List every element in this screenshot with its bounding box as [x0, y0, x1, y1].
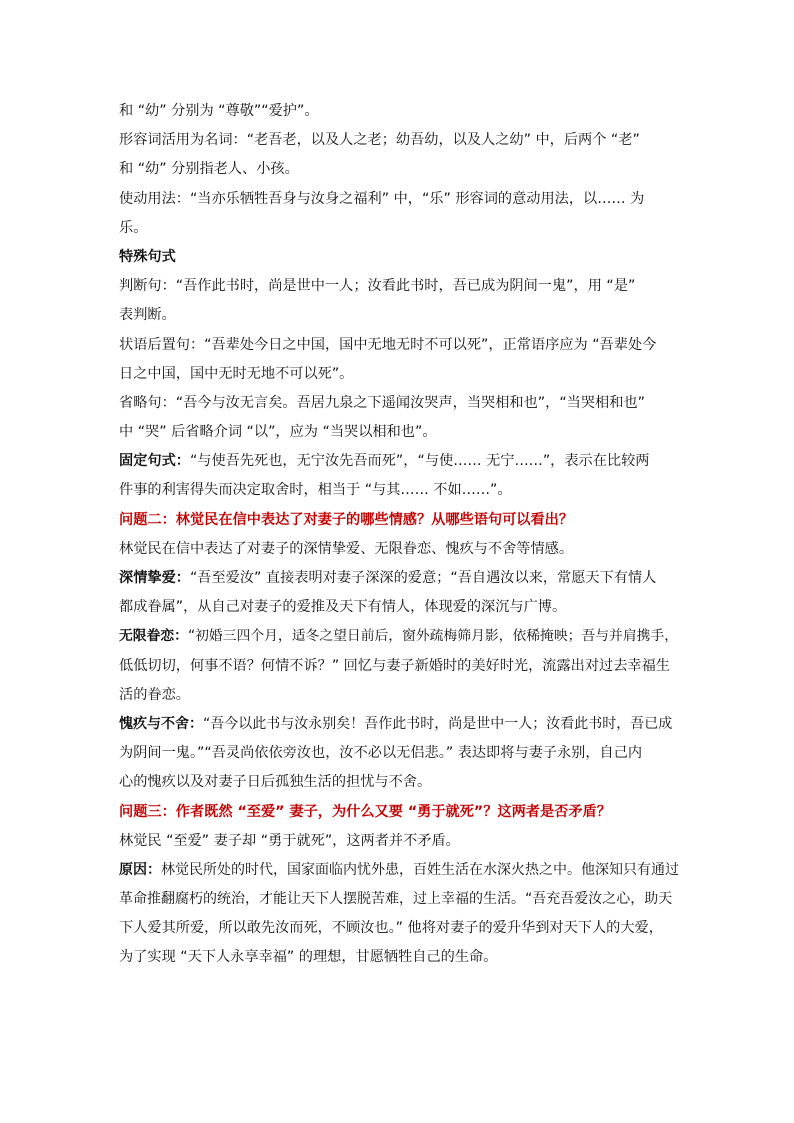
body-text: 为阴间一鬼。”“吾灵尚依依旁汝也，汝不必以无侣悲。” 表达即将与妻子永别，自己内: [119, 745, 643, 762]
body-text: “与使吾先死也，无宁汝先吾而死”，“与使…… 无宁……”，表示在比较两: [189, 453, 650, 470]
text-line: [119, 97, 679, 126]
body-text: 形容词活用为名词：“老吾老，以及人之老；幼吾幼，以及人之幼” 中，后两个 “老”: [119, 132, 640, 149]
question-heading: 问题三：作者既然 “至爱” 妻子，为什么又要 “勇于就死”？这两者是否矛盾？: [119, 803, 611, 820]
text-line: [119, 914, 679, 943]
body-text: 状语后置句：“吾辈处今日之中国，国中无地无时不可以死”，正常语序应为 “吾辈处今: [119, 336, 657, 353]
question-heading: 问题二：林觉民在信中表达了对妻子的哪些情感？从哪些语句可以看出？: [119, 511, 574, 528]
body-text: 都成眷属”，从自己对妻子的爱推及天下有情人，体现爱的深沉与广博。: [119, 599, 567, 616]
body-text: 革命推翻腐朽的统治，才能让天下人摆脱苦难，过上幸福的生活。“吾充吾爱汝之心，助天: [119, 891, 673, 908]
body-text: 林觉民所处的时代，国家面临内忧外患，百姓生活在水深火热之中。他深知只有通过: [161, 861, 679, 878]
text-line: [119, 389, 679, 418]
text-line: [119, 827, 679, 856]
body-text: 林觉民 “至爱” 妻子却 “勇于就死”，这两者并不矛盾。: [119, 832, 460, 849]
body-text: 低低切切，何事不语？何情不诉？” 回忆与妻子新婚时的美好时光，流露出对过去幸福生: [119, 657, 670, 674]
body-text: 林觉民在信中表达了对妻子的深情挚爱、无限眷恋、愧疚与不舍等情感。: [119, 540, 574, 557]
bold-label: 特殊句式: [119, 248, 176, 265]
body-text: 乐。: [119, 219, 148, 236]
text-line: [119, 681, 679, 710]
bold-label: 原因：: [119, 861, 161, 878]
text-line: [119, 272, 679, 301]
text-line: [119, 418, 679, 447]
text-line: [119, 243, 679, 272]
body-text: 省略句：“吾今与汝无言矣。吾居九泉之下遥闻汝哭声，当哭相和也”，“当哭相和也”: [119, 394, 645, 411]
body-text: 为了实现 “天下人永享幸福” 的理想，甘愿牺牲自己的生命。: [119, 949, 498, 966]
text-line: [119, 126, 679, 155]
body-text: 判断句：“吾作此书时，尚是世中一人；汝看此书时，吾已成为阴间一鬼”，用 “是”: [119, 278, 636, 295]
body-text: 和 “幼” 分别指老人、小孩。: [119, 161, 299, 178]
text-line: [119, 155, 679, 184]
text-line: [119, 593, 679, 622]
bold-label: 愧疚与不舍：: [119, 715, 203, 732]
text-line: [119, 798, 679, 827]
text-line: [119, 739, 679, 768]
bold-label: 无限眷恋：: [119, 628, 188, 645]
text-line: [119, 360, 679, 389]
body-text: 件事的利害得失而决定取舍时，相当于 “与其…… 不如……”。: [119, 482, 512, 499]
body-text: “吾至爱汝” 直接表明对妻子深深的爱意；“吾自遇汝以来，常愿天下有情人: [189, 570, 657, 586]
text-line: [119, 476, 679, 505]
text-line: [119, 856, 679, 885]
bold-label: 深情挚爱：: [119, 570, 190, 586]
text-line: [119, 331, 679, 360]
text-line: [119, 652, 679, 681]
body-text: “吾今以此书与汝永别矣！吾作此书时，尚是世中一人；汝看此书时，吾已成: [203, 715, 673, 732]
body-text: 中 “哭” 后省略介词 “以”，应为 “当哭以相和也”。: [119, 424, 437, 441]
text-line: [119, 506, 679, 535]
text-line: [119, 885, 679, 914]
body-text: 下人爱其所爱，所以敢先汝而死，不顾汝也。” 他将对妻子的爱升华到对天下人的大爱，: [119, 920, 663, 937]
body-text: 和 “幼” 分别为 “尊敬”“爱护”。: [119, 103, 319, 119]
body-text: 心的愧疚以及对妻子日后孤独生活的担忧与不舍。: [119, 774, 432, 791]
body-text: 表判断。: [119, 307, 176, 324]
text-line: [119, 185, 679, 214]
body-text: “初婚三四个月，适冬之望日前后，窗外疏梅筛月影，依稀掩映；吾与并肩携手，: [187, 628, 679, 645]
text-line: [119, 535, 679, 564]
text-line: [119, 214, 679, 243]
text-line: [119, 768, 679, 797]
document-body: [119, 97, 679, 973]
text-line: [119, 447, 679, 476]
bold-label: 固定句式：: [119, 453, 190, 470]
body-text: 日之中国，国中无时无地不可以死”。: [119, 365, 354, 382]
text-line: [119, 622, 679, 651]
text-line: [119, 564, 679, 593]
text-line: [119, 301, 679, 330]
body-text: 使动用法：“当亦乐牺牲吾身与汝身之福利” 中，“乐” 形容词的意动用法，以…… 为: [119, 190, 645, 207]
text-line: [119, 943, 679, 972]
text-line: [119, 710, 679, 739]
body-text: 活的眷恋。: [119, 686, 190, 703]
